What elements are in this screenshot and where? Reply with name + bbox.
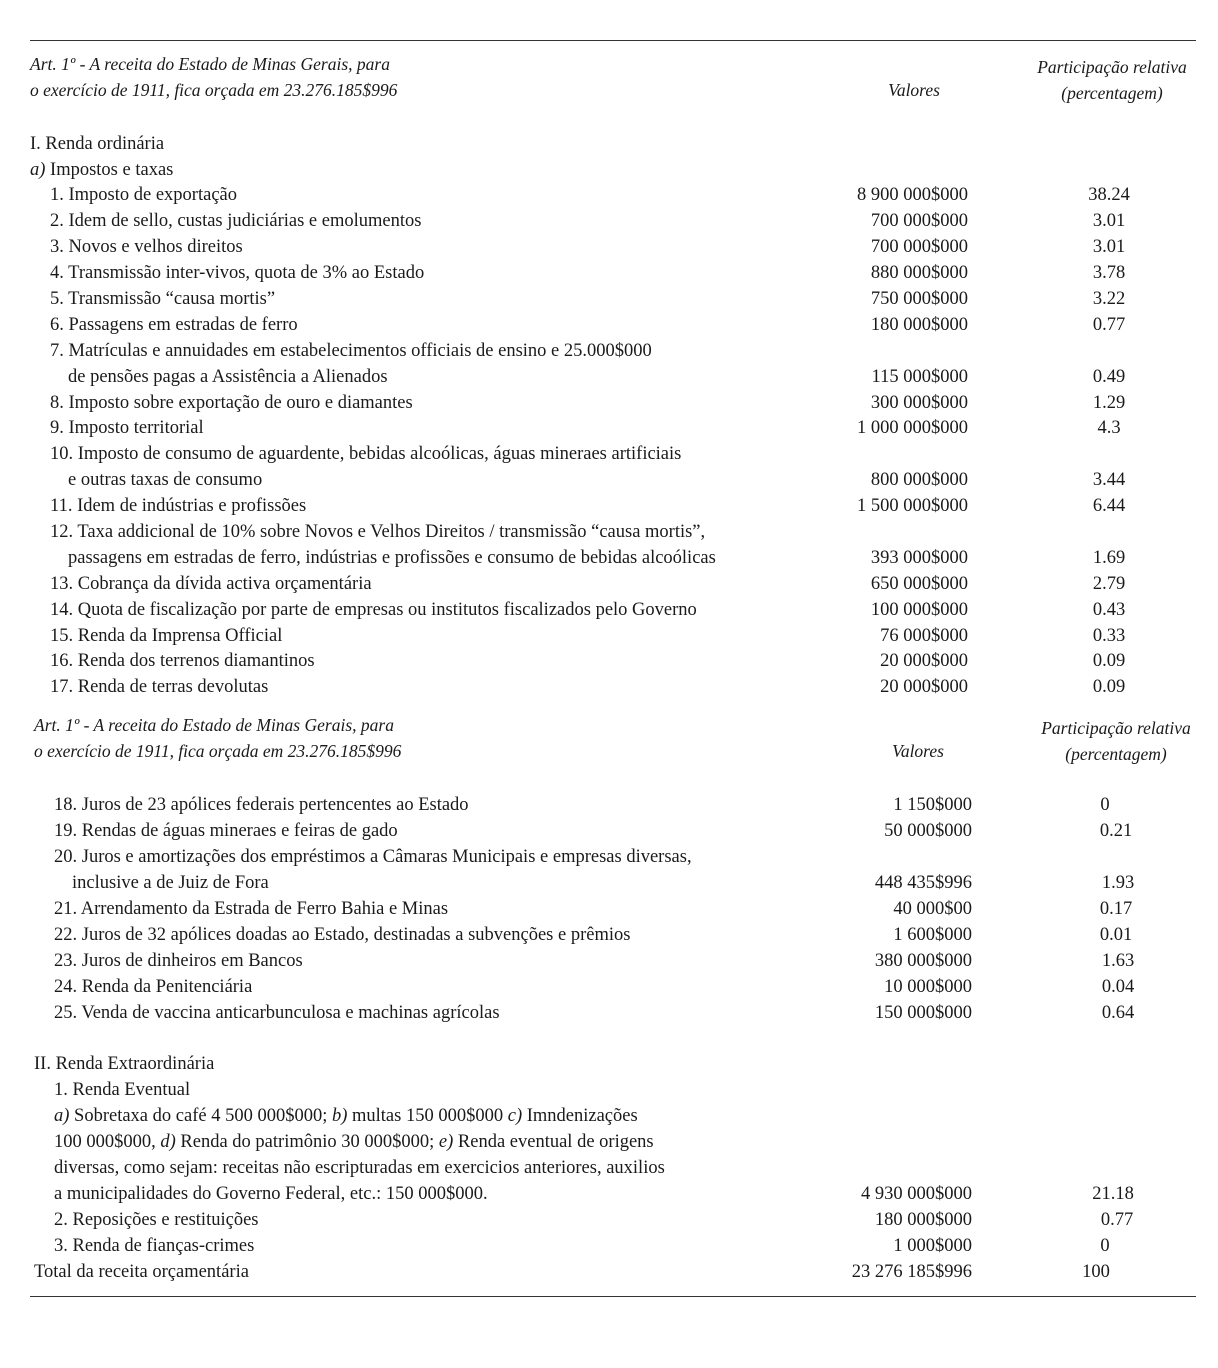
row-value: 880 000$000 — [870, 263, 968, 283]
table-row — [0, 792, 1218, 818]
row-label: 2. Idem de sello, custas judiciárias e emolumentos — [50, 211, 422, 231]
table-header — [0, 54, 1218, 114]
row-label: 20. Juros e amortizações dos empréstimos a Câmaras Municipais e empresas diversas, — [54, 847, 692, 867]
table-row — [0, 922, 1218, 948]
eventual-detail-line1 — [54, 1103, 638, 1129]
row-value: 40 000$00 — [893, 899, 972, 919]
header-values: Valores — [888, 80, 940, 100]
header-pct-line2: (percentagem) — [1065, 744, 1167, 764]
header-pct-line2: (percentagem) — [1061, 83, 1163, 103]
total-pct: 100 — [1082, 1262, 1110, 1282]
header-pct-line1: Participação relativa — [1037, 57, 1187, 77]
row-pct: 3.44 — [1092, 470, 1126, 490]
row-pct: 0.33 — [1092, 626, 1126, 646]
table-row — [0, 948, 1218, 974]
row-label-cont: e outras taxas de consumo — [68, 470, 263, 490]
row-value: 650 000$000 — [870, 574, 968, 594]
row-value: 115 000$000 — [871, 367, 968, 387]
table-row — [0, 545, 1218, 571]
row-value: 100 000$000 — [870, 600, 968, 620]
table-row — [0, 467, 1218, 493]
table-row — [0, 441, 1218, 467]
row-pct: 1.29 — [1092, 393, 1126, 413]
row-value: 76 000$000 — [880, 626, 968, 646]
table-row — [0, 844, 1218, 870]
row-label-cont: inclusive a de Juiz de Fora — [72, 873, 269, 893]
row-label: 3. Renda de fianças-crimes — [54, 1236, 255, 1256]
row-value: 20 000$000 — [880, 651, 968, 671]
row-value: 1 150$000 — [893, 795, 972, 815]
row-value: 150 000$000 — [874, 1003, 972, 1023]
header-title-line2: o exercício de 1911, fica orçada em 23.276.185$996 — [30, 80, 398, 100]
total-label: Total da receita orçamentária — [34, 1262, 249, 1282]
detail-text: Sobretaxa do café 4 500 000$000; — [69, 1106, 332, 1126]
row-label: 13. Cobrança da dívida activa orçamentária — [50, 574, 372, 594]
top-rule — [30, 40, 1196, 41]
row-pct: 0.04 — [1101, 977, 1135, 997]
total-row — [0, 1259, 1218, 1285]
table-row — [0, 182, 1218, 208]
detail-text: multas 150 000$000 — [347, 1106, 508, 1126]
row-pct: 3.01 — [1092, 211, 1126, 231]
table-row — [0, 896, 1218, 922]
table-row — [0, 648, 1218, 674]
row-pct: 1.69 — [1092, 548, 1126, 568]
row-label: 16. Renda dos terrenos diamantinos — [50, 651, 315, 671]
row-value: 10 000$000 — [884, 977, 972, 997]
row-pct: 0.17 — [1099, 899, 1133, 919]
table-row — [0, 818, 1218, 844]
letter-b: b) — [331, 1106, 348, 1126]
row-pct: 2.79 — [1092, 574, 1126, 594]
detail-text: 100 000$000, — [54, 1132, 161, 1152]
row-pct: 0.77 — [1092, 315, 1126, 335]
table-row — [0, 974, 1218, 1000]
row-label: 24. Renda da Penitenciária — [54, 977, 253, 997]
section-taxes — [30, 157, 173, 183]
row-label: 1. Imposto de exportação — [50, 185, 237, 205]
row-pct: 0.01 — [1099, 925, 1133, 945]
row-label: 12. Taxa addicional de 10% sobre Novos e Velhos Direitos / transmissão “causa mortis”, — [50, 522, 706, 542]
row-label: 17. Renda de terras devolutas — [50, 677, 269, 697]
row-pct: 38.24 — [1088, 185, 1130, 205]
header-title-line1: Art. 1º - A receita do Estado de Minas Gerais, para — [30, 54, 390, 74]
table-row — [0, 338, 1218, 364]
row-value: 20 000$000 — [880, 677, 968, 697]
row-pct: 0.64 — [1101, 1003, 1135, 1023]
row-label: 21. Arrendamento da Estrada de Ferro Bahia e Minas — [54, 899, 449, 919]
total-value: 23 276 185$996 — [851, 1262, 972, 1282]
row-pct: 4.3 — [1097, 418, 1121, 438]
table-row — [0, 208, 1218, 234]
row-pct: 0.09 — [1092, 677, 1126, 697]
row-value: 750 000$000 — [870, 289, 968, 309]
row-value: 300 000$000 — [870, 393, 968, 413]
table-row — [0, 1207, 1218, 1233]
table-row — [0, 234, 1218, 260]
row-pct: 3.01 — [1092, 237, 1126, 257]
row-label: 19. Rendas de águas mineraes e feiras de gado — [54, 821, 398, 841]
table-header-repeat — [0, 715, 1218, 775]
row-label: 5. Transmissão “causa mortis” — [50, 289, 276, 309]
row-pct: 1.93 — [1101, 873, 1135, 893]
row-value: 448 435$996 — [874, 873, 972, 893]
row-label: 25. Venda de vaccina anticarbunculosa e machinas agrícolas — [54, 1003, 500, 1023]
eventual-detail-line2 — [54, 1129, 654, 1155]
row-value: 800 000$000 — [870, 470, 968, 490]
table-row — [0, 390, 1218, 416]
table-row — [0, 597, 1218, 623]
row-value: 393 000$000 — [870, 548, 968, 568]
row-label-cont: de pensões pagas a Assistência a Alienados — [68, 367, 388, 387]
row-label: 11. Idem de indústrias e profissões — [50, 496, 307, 516]
table-row — [0, 260, 1218, 286]
row-value: 1 600$000 — [893, 925, 972, 945]
detail-text: Imndenizações — [522, 1106, 638, 1126]
section-extraordinary: II. Renda Extraordinária — [34, 1054, 215, 1074]
row-pct: 0.21 — [1099, 821, 1133, 841]
table-row — [0, 519, 1218, 545]
detail-text: Renda do patrimônio 30 000$000; — [175, 1132, 439, 1152]
table-row — [0, 364, 1218, 390]
row-value: 180 000$000 — [874, 1210, 972, 1230]
letter-d: d) — [160, 1132, 176, 1152]
row-label: 22. Juros de 32 apólices doadas ao Estado, destinadas a subvenções e prêmios — [54, 925, 631, 945]
row-label: 7. Matrículas e annuidades em estabelecimentos officiais de ensino e 25.000$000 — [50, 341, 652, 361]
row-label: 6. Passagens em estradas de ferro — [50, 315, 298, 335]
header-values: Valores — [892, 741, 944, 761]
section-ordinary: I. Renda ordinária — [30, 134, 165, 154]
row-label: 3. Novos e velhos direitos — [50, 237, 243, 257]
bottom-rule — [30, 1296, 1196, 1297]
row-label: 18. Juros de 23 apólices federais pertencentes ao Estado — [54, 795, 469, 815]
table-row — [0, 1181, 1218, 1207]
eventual-detail-line4: a municipalidades do Governo Federal, etc.: 150 000$000. — [54, 1184, 488, 1204]
eventual-detail-line3: diversas, como sejam: receitas não escripturadas em exercicios anteriores, auxilios — [54, 1158, 665, 1178]
section-taxes-label: Impostos e taxas — [45, 160, 174, 180]
section-eventual: 1. Renda Eventual — [54, 1080, 191, 1100]
row-value: 700 000$000 — [870, 211, 968, 231]
table-row — [0, 493, 1218, 519]
header-title-line1: Art. 1º - A receita do Estado de Minas Gerais, para — [34, 715, 394, 735]
row-pct: 6.44 — [1092, 496, 1126, 516]
row-value: 380 000$000 — [874, 951, 972, 971]
header-title-line2: o exercício de 1911, fica orçada em 23.276.185$996 — [34, 741, 402, 761]
letter-c: c) — [507, 1106, 523, 1126]
row-pct: 0.43 — [1092, 600, 1126, 620]
letter-a: a) — [30, 160, 46, 180]
row-value: 700 000$000 — [870, 237, 968, 257]
row-label: 8. Imposto sobre exportação de ouro e diamantes — [50, 393, 413, 413]
row-pct: 0.49 — [1092, 367, 1126, 387]
row-pct: 1.63 — [1101, 951, 1135, 971]
detail-text: Renda eventual de origens — [453, 1132, 654, 1152]
row-label: 2. Reposições e restituições — [54, 1210, 259, 1230]
row-label: 23. Juros de dinheiros em Bancos — [54, 951, 303, 971]
row-label: 9. Imposto territorial — [50, 418, 204, 438]
table-row — [0, 870, 1218, 896]
table-row — [0, 415, 1218, 441]
header-pct-line1: Participação relativa — [1041, 718, 1191, 738]
table-row — [0, 286, 1218, 312]
row-label: 15. Renda da Imprensa Official — [50, 626, 283, 646]
table-row — [0, 674, 1218, 700]
table-row — [0, 623, 1218, 649]
row-pct: 3.78 — [1092, 263, 1126, 283]
row-label: 10. Imposto de consumo de aguardente, bebidas alcoólicas, águas mineraes artificiais — [50, 444, 682, 464]
row-pct: 3.22 — [1092, 289, 1126, 309]
row-value: 1 500 000$000 — [857, 496, 968, 516]
table-row — [0, 312, 1218, 338]
row-pct: 0 — [1100, 795, 1110, 815]
table-row — [0, 571, 1218, 597]
row-value: 50 000$000 — [884, 821, 972, 841]
row-label: 14. Quota de fiscalização por parte de empresas ou institutos fiscalizados pelo Governo — [50, 600, 697, 620]
table-row — [0, 1233, 1218, 1259]
row-label-cont: passagens em estradas de ferro, indústrias e profissões e consumo de bebidas alcoólicas — [68, 548, 716, 568]
row-value: 4 930 000$000 — [861, 1184, 972, 1204]
table-row — [0, 1000, 1218, 1026]
row-value: 1 000$000 — [893, 1236, 972, 1256]
letter-e: e) — [438, 1132, 454, 1152]
row-label: 4. Transmissão inter-vivos, quota de 3% ao Estado — [50, 263, 425, 283]
row-value: 8 900 000$000 — [857, 185, 968, 205]
letter-a: a) — [54, 1106, 70, 1126]
row-pct: 21.18 — [1092, 1184, 1134, 1204]
row-pct: 0 — [1100, 1236, 1110, 1256]
row-pct: 0.09 — [1092, 651, 1126, 671]
row-value: 1 000 000$000 — [857, 418, 968, 438]
row-pct: 0.77 — [1100, 1210, 1134, 1230]
row-value: 180 000$000 — [870, 315, 968, 335]
